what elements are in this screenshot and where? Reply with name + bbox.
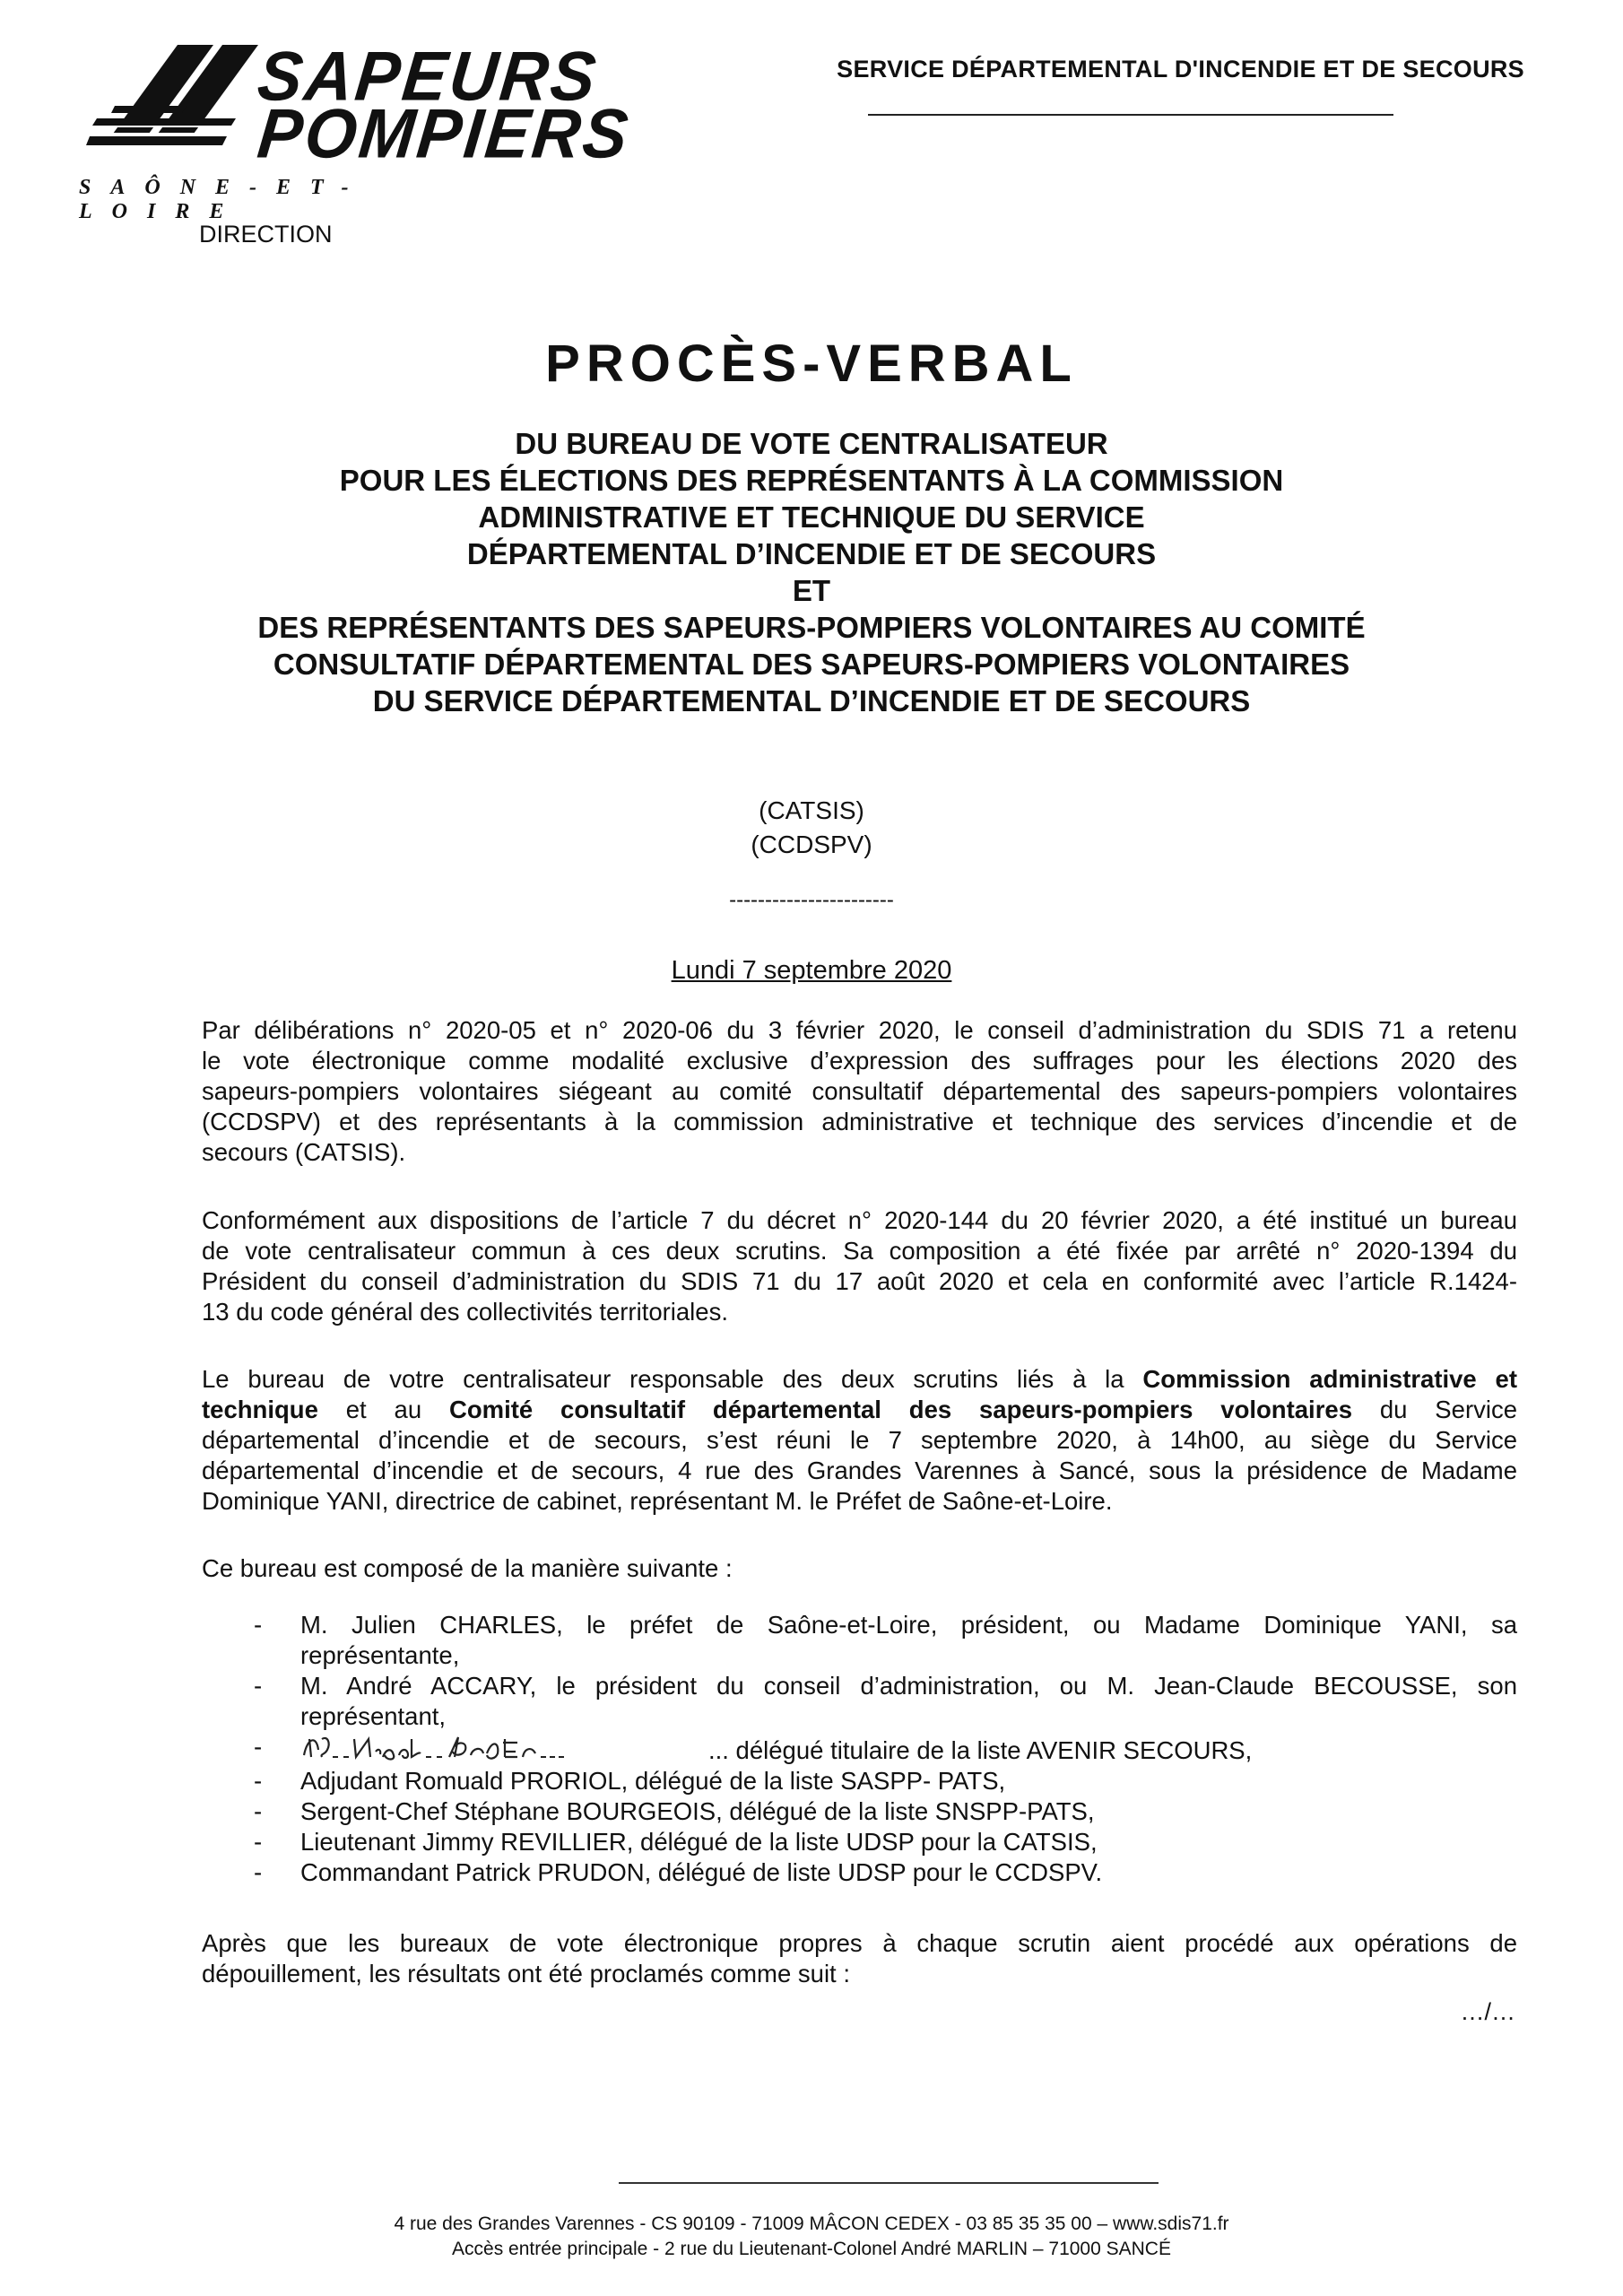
service-underline <box>868 114 1393 116</box>
list-item <box>202 1857 1517 1888</box>
list-item <box>202 1827 1517 1857</box>
paragraph-deliberations <box>202 1015 1517 1168</box>
subtitle-line: DÉPARTEMENTAL D’INCENDIE ET DE SECOURS <box>466 537 1157 570</box>
text-run: Le bureau de votre centralisateur responsable des deux scrutins liés à la <box>202 1365 1143 1393</box>
subtitle-line: ET <box>792 574 831 607</box>
handwritten-name <box>300 1732 708 1762</box>
text-line: Ce bureau est composé de la manière suivante : <box>202 1554 733 1582</box>
text-line: dépouillement, les résultats ont été proclamés comme suit : <box>202 1960 850 1987</box>
subtitle-block <box>0 425 1623 719</box>
subtitle-line: POUR LES ÉLECTIONS DES REPRÉSENTANTS À LA COMMISSION <box>339 464 1284 497</box>
text-line: Président du conseil d’administration du SDIS 71 du 17 août 2020 et cela en conformité avec l’article R.1424- <box>202 1267 1517 1295</box>
text-line: Après que les bureaux de vote électronique propres à chaque scrutin aient procédé aux opérations de <box>202 1929 1517 1957</box>
list-item <box>202 1766 1517 1796</box>
logo-subtitle: SAÔNE-ET-LOIRE <box>79 176 369 223</box>
text-line <box>202 1395 1517 1425</box>
text-run: et au <box>317 1396 449 1423</box>
footer <box>0 2212 1623 2262</box>
paragraph-composition <box>202 1553 1517 1584</box>
members-list <box>202 1610 1517 1888</box>
footer-access: Accès entrée principale - 2 rue du Lieutenant-Colonel André MARLIN – 71000 SANCÉ <box>452 2239 1171 2259</box>
footer-address: 4 rue des Grandes Varennes - CS 90109 - 71009 MÂCON CEDEX - 03 85 35 35 00 – www.sdis71.fr <box>394 2213 1229 2234</box>
text-line: Dominique YANI, directrice de cabinet, représentant M. le Préfet de Saône-et-Loire. <box>202 1487 1113 1515</box>
subtitle-line: DU BUREAU DE VOTE CENTRALISATEUR <box>515 427 1108 460</box>
text-line: - M. André ACCARY, le président du conseil d’administration, ou M. Jean-Claude BECOUSSE, son <box>300 1672 1517 1700</box>
text-line: de vote centralisateur commun à ces deux scrutins. Sa composition a été fixée par arrêté n° 2020-1394 du <box>202 1237 1517 1265</box>
bold-run: Comité consultatif départemental des sapeurs-pompiers volontaires <box>448 1396 1352 1423</box>
subtitle-line: ADMINISTRATIVE ET TECHNIQUE DU SERVICE <box>478 500 1145 534</box>
acronym-ccdspv: (CCDSPV) <box>751 831 872 858</box>
paragraph-results <box>202 1928 1517 1989</box>
text-line: départemental d’incendie et de secours, 4 rue des Grandes Varennes à Sancé, sous la présidence de Madame <box>202 1457 1517 1484</box>
separator: ----------------------- <box>729 888 894 912</box>
text-line: - Lieutenant Jimmy REVILLIER, délégué de la liste UDSP pour la CATSIS, <box>300 1828 1098 1856</box>
list-item <box>202 1671 1517 1732</box>
text-line: représentante, <box>300 1641 460 1669</box>
paragraph-bureau <box>202 1364 1517 1517</box>
text-line: - Commandant Patrick PRUDON, délégué de liste UDSP pour le CCDSPV. <box>300 1858 1103 1886</box>
text-line: - Sergent-Chef Stéphane BOURGEOIS, délégué de la liste SNSPP-PATS, <box>300 1797 1095 1825</box>
list-item <box>202 1796 1517 1827</box>
footer-divider <box>619 2182 1159 2184</box>
text-line: Par délibérations n° 2020-05 et n° 2020-06 du 3 février 2020, le conseil d’administration du SDIS 71 a retenu <box>202 1016 1517 1044</box>
list-item <box>202 1610 1517 1671</box>
text-line: 13 du code général des collectivités territoriales. <box>202 1298 728 1326</box>
subtitle-line: CONSULTATIF DÉPARTEMENTAL DES SAPEURS-POMPIERS VOLONTAIRES <box>273 648 1350 681</box>
text-line: départemental d’incendie et de secours, s’est réuni le 7 septembre 2020, à 14h00, au siège du Service <box>202 1426 1517 1454</box>
meeting-date: Lundi 7 septembre 2020 <box>671 956 952 985</box>
text-line: représentant, <box>300 1702 447 1730</box>
subtitle-line: DES REPRÉSENTANTS DES SAPEURS-POMPIERS VOLONTAIRES AU COMITÉ <box>257 611 1366 644</box>
delegate-role: ... délégué titulaire de la liste AVENIR SECOURS, <box>708 1736 1253 1764</box>
text-line <box>202 1364 1517 1395</box>
logo-word-pompiers: POMPIERS <box>254 93 635 173</box>
text-line: le vote électronique comme modalité exclusive d’expression des suffrages pour les élections 2020 des <box>202 1047 1517 1074</box>
direction-label: DIRECTION <box>199 221 333 248</box>
acronyms-block <box>0 794 1623 862</box>
bold-run: technique <box>202 1396 318 1423</box>
sapeurs-pompiers-logo <box>79 36 635 223</box>
subtitle-line: DU SERVICE DÉPARTEMENTAL D’INCENDIE ET DE SECOURS <box>372 684 1251 718</box>
text-line: - Adjudant Romuald PRORIOL, délégué de la liste SASPP- PATS, <box>300 1767 1006 1795</box>
text-line: - M. Julien CHARLES, le préfet de Saône-et-Loire, président, ou Madame Dominique YANI, sa <box>300 1611 1517 1639</box>
service-heading: SERVICE DÉPARTEMENTAL D'INCENDIE ET DE SECOURS <box>837 56 1524 83</box>
paragraph-decree <box>202 1205 1517 1327</box>
text-run: du Service <box>1352 1396 1518 1423</box>
page-title: PROCÈS-VERBAL <box>545 335 1078 393</box>
text-line: Conformément aux dispositions de l’article 7 du décret n° 2020-144 du 20 février 2020, a été institué un bureau <box>202 1206 1517 1234</box>
logo-word-sapeurs: SAPEURS <box>254 36 603 116</box>
text-line: secours (CATSIS). <box>202 1138 406 1166</box>
text-line: (CCDSPV) et des représentants à la commission administrative et technique des services d’incendie et de <box>202 1108 1517 1135</box>
acronym-catsis: (CATSIS) <box>759 796 864 824</box>
logo-emblem-icon <box>79 36 258 170</box>
text-line: sapeurs-pompiers volontaires siégeant au comité consultatif départemental des sapeurs-pompiers volontaires <box>202 1077 1517 1105</box>
bold-run: Commission administrative et <box>1142 1365 1518 1393</box>
list-item <box>202 1732 1517 1766</box>
continuation-mark: …/… <box>1460 1998 1515 2025</box>
